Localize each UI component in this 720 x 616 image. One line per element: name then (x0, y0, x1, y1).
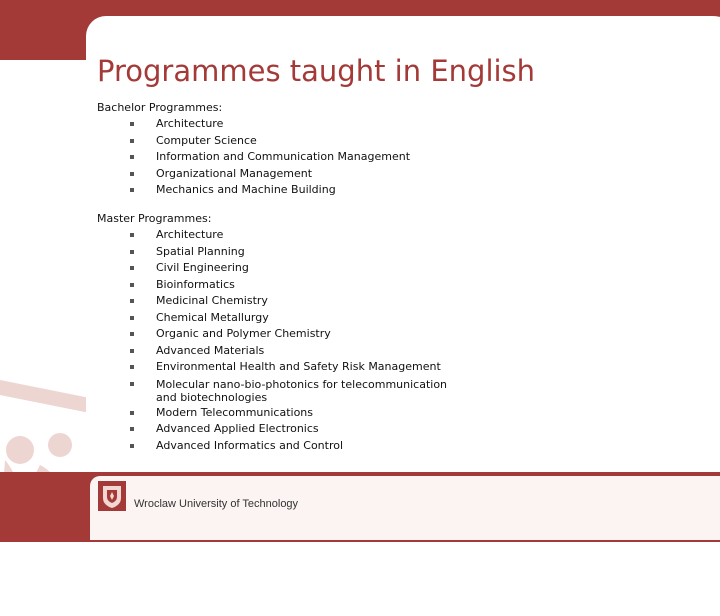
list-item: Mechanics and Machine Building (130, 182, 476, 199)
university-name: Wroclaw University of Technology (134, 498, 299, 510)
list-item-line: and biotechnologies (156, 390, 268, 404)
list-item: Computer Science (130, 133, 476, 150)
list-item: Advanced Informatics and Control (130, 438, 476, 455)
list-item: Medicinal Chemistry (130, 293, 476, 310)
list-item: Architecture (130, 227, 476, 244)
list-item: Organizational Management (130, 166, 476, 183)
list-item: Civil Engineering (130, 260, 476, 277)
list-item: Advanced Materials (130, 343, 476, 360)
bachelor-list (130, 116, 476, 199)
list-item: Advanced Applied Electronics (130, 421, 476, 438)
master-list (130, 227, 476, 454)
list-item: Information and Communication Management (130, 149, 476, 166)
list-item: Modern Telecommunications (130, 405, 476, 422)
list-item: Architecture (130, 116, 476, 133)
master-heading: Master Programmes: (97, 212, 212, 225)
list-item-line: Molecular nano-bio-photonics for telecommunication (156, 377, 448, 391)
university-logo-icon (98, 481, 126, 511)
list-item: Organic and Polymer Chemistry (130, 326, 476, 343)
list-item: Spatial Planning (130, 244, 476, 261)
page-title: Programmes taught in English (97, 54, 536, 88)
list-item (130, 376, 476, 405)
list-item: Environmental Health and Safety Risk Management (130, 359, 476, 376)
list-item: Bioinformatics (130, 277, 476, 294)
list-item: Chemical Metallurgy (130, 310, 476, 327)
bachelor-heading: Bachelor Programmes: (97, 101, 223, 114)
